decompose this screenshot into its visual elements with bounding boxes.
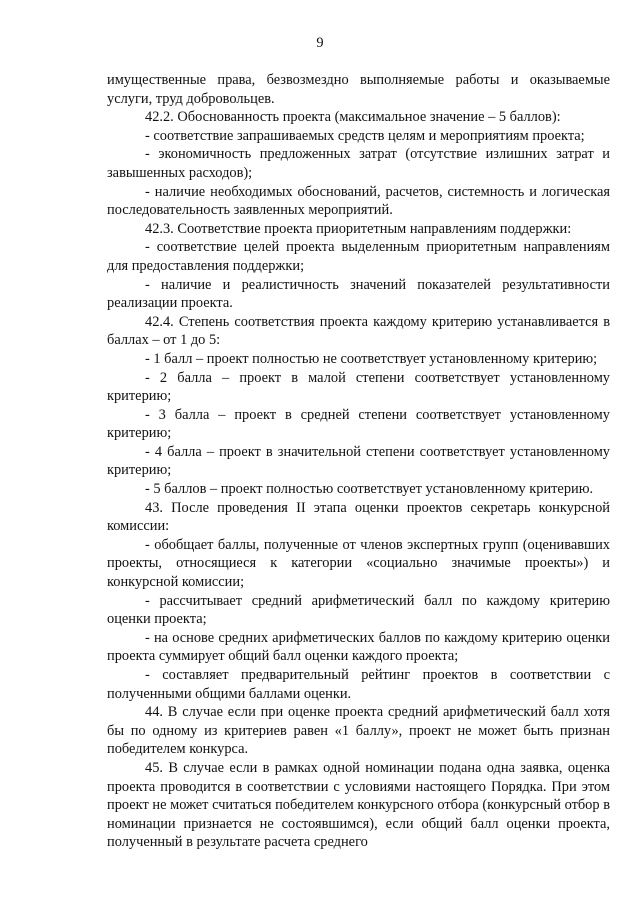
paragraph-43: 43. После проведения II этапа оценки проектов секретарь конкурсной комиссии: (107, 499, 610, 535)
list-item: - наличие и реалистичность значений показателей результативности реализации проекта. (107, 276, 610, 312)
list-item: - на основе средних арифметических баллов по каждому критерию оценки проекта суммирует общий балл оценки каждого проекта; (107, 629, 610, 665)
list-item: - 2 балла – проект в малой степени соответствует установленному критерию; (107, 369, 610, 405)
list-item: - составляет предварительный рейтинг проектов в соответствии с полученными общими баллами оценки. (107, 667, 610, 702)
paragraph-44: 44. В случае если при оценке проекта средний арифметический балл хотя бы по одному из критериев равен «1 баллу», проект не может быть признан победителем конкурса. (107, 704, 610, 758)
paragraph-continuation: имущественные права, безвозмездно выполняемые работы и оказываемые услуги, труд добровольцев. (107, 72, 610, 107)
list-item: - 3 балла – проект в средней степени соответствует установленному критерию; (107, 406, 610, 442)
list-item: - 5 баллов – проект полностью соответствует установленному критерию. (145, 481, 594, 498)
list-item: - 1 балл – проект полностью не соответствует установленному критерию; (145, 350, 598, 367)
list-item: - соответствие целей проекта выделенным приоритетным направлениям для предоставления поддержки; (107, 239, 610, 274)
list-item: - обобщает баллы, полученные от членов экспертных групп (оценивавших проекты, относящиеся к категории «социально значимые проекты») и конкурсной комиссии; (107, 536, 610, 591)
list-item: - рассчитывает средний арифметический балл по каждому критерию оценки проекта; (107, 592, 610, 628)
paragraph-45: 45. В случае если в рамках одной номинации подана одна заявка, оценка проекта проводится в соответствии с условиями настоящего Порядка. При этом проект не может считаться победителем конкурсного отбора (конкурсный отбор в номинации признается не состоявшимся), если общий балл оценки проекта, полученный в результате расчета среднего (107, 759, 610, 851)
list-item: - соответствие запрашиваемых средств целям и мероприятиям проекта; (145, 127, 585, 144)
list-item: - 4 балла – проект в значительной степени соответствует установленному критерию; (107, 443, 610, 479)
paragraph-42-2: 42.2. Обоснованность проекта (максимальное значение – 5 баллов): (145, 109, 561, 126)
list-item: - наличие необходимых обоснований, расчетов, системность и логическая последовательность заявленных мероприятий. (107, 183, 610, 219)
page-number: 9 (316, 35, 324, 51)
document-body (107, 71, 610, 852)
paragraph-42-4: 42.4. Степень соответствия проекта каждому критерию устанавливается в баллах – от 1 до 5: (107, 313, 610, 349)
paragraph-42-3: 42.3. Соответствие проекта приоритетным направлениям поддержки: (145, 220, 572, 237)
list-item: - экономичность предложенных затрат (отсутствие излишних затрат и завышенных расходов); (107, 146, 610, 181)
